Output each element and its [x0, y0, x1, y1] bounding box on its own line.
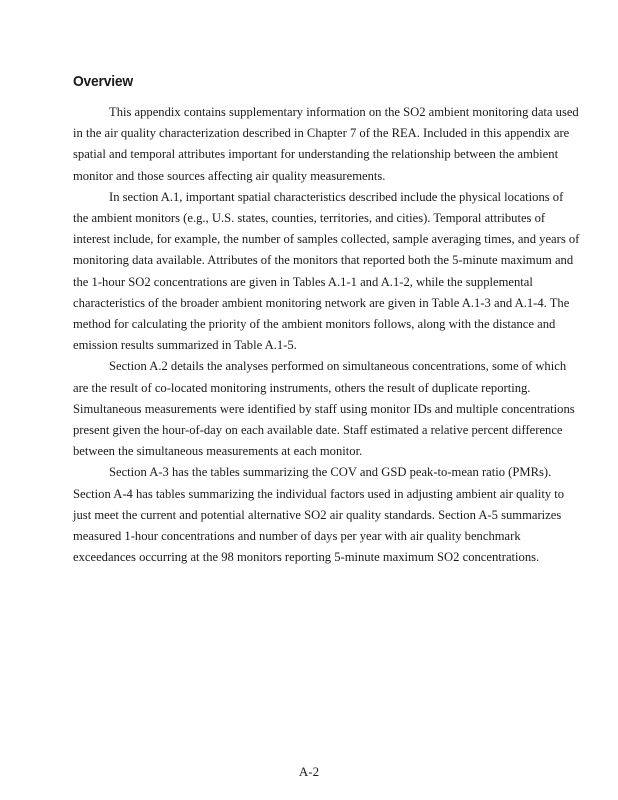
paragraph-section-a2: Section A.2 details the analyses performed on simultaneous concentrations, some of which are the result of co-located monitoring instruments, others the result of duplicate reporting. Simultaneous measurements were identified by staff using monitor IDs and multiple concentrations present given the hour-of-day on each available date. Staff estimated a relative percent difference between the simultaneous measurements at each monitor.	[73, 359, 575, 459]
paragraph-section-a3-a5: Section A-3 has the tables summarizing the COV and GSD peak-to-mean ratio (PMRs). Section A-4 has tables summarizing the individual factors used in adjusting ambient air quality to just meet the current and potential alternative SO2 air quality standards. Section A-5 summarizes measured 1-hour concentrations and number of days per year with air quality benchmark exceedances occurring at the 98 monitors reporting 5-minute maximum SO2 concentrations.	[73, 465, 565, 565]
page-number: A-2	[298, 764, 320, 779]
paragraph-section-a1: In section A.1, important spatial characteristics described include the physical locations of the ambient monitors (e.g., U.S. states, counties, territories, and cities). Temporal attributes of interest include, for example, the number of samples collected, sample averaging times, and years of monitoring data available. Attributes of the monitors that reported both the 5-minute maximum and the 1-hour SO2 concentrations are given in Tables A.1-1 and A.1-2, while the supplemental characteristics of the broader ambient monitoring network are given in Table A.1-3 and A.1-4. The method for calculating the priority of the ambient monitors follows, along with the distance and emission results summarized in Table A.1-5.	[73, 189, 580, 353]
section-heading: Overview	[73, 73, 133, 90]
paragraph-intro: This appendix contains supplementary information on the SO2 ambient monitoring data used in the air quality characterization described in Chapter 7 of the REA. Included in this appendix are spatial and temporal attributes important for understanding the relationship between the ambient monitor and those sources affecting air quality measurements.	[73, 105, 579, 183]
body-text	[73, 102, 581, 568]
